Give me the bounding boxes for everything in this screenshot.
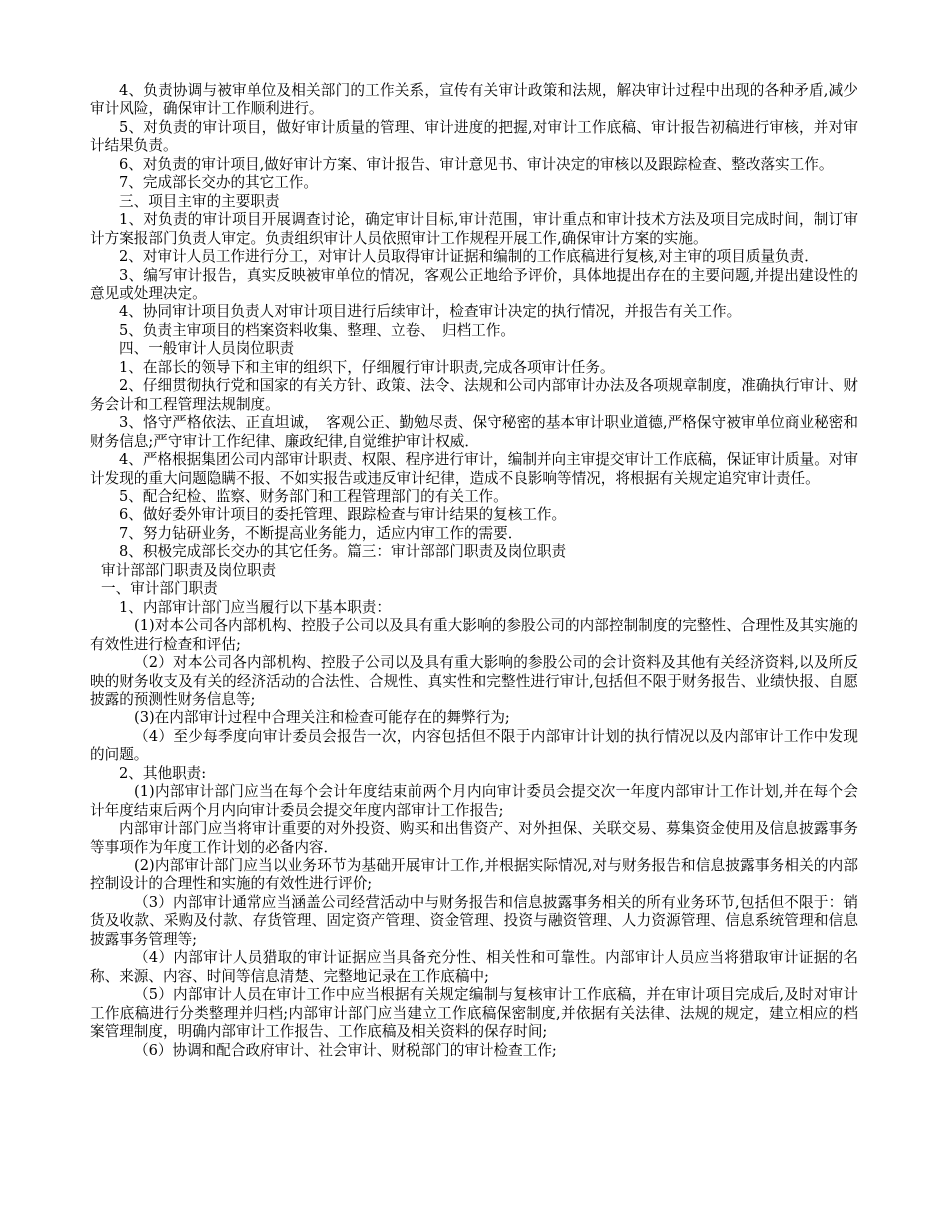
paragraph: 2、仔细贯彻执行党和国家的有关方针、政策、法令、法规和公司内部审计办法及各项规章制度，准确执行审计、财务会计和工程管理法规制度。 xyxy=(90,377,858,413)
paragraph: 7、努力钻研业务，不断提高业务能力，适应内审工作的需要． xyxy=(119,524,523,542)
section-heading: 三、项目主审的主要职责 xyxy=(119,192,280,210)
paragraph: 6、做好委外审计项目的委托管理、跟踪检查与审计结果的复核工作。 xyxy=(119,506,567,524)
paragraph: 6、对负责的审计项目,做好审计方案、审计报告、审计意见书、审计决定的审核以及跟踪检查、整改落实工作。 xyxy=(119,155,834,173)
paragraph: 4、协同审计项目负责人对审计项目进行后续审计，检查审计决定的执行情况，并报告有关工作。 xyxy=(119,303,742,321)
paragraph: (3)在内部审计过程中合理关注和检查可能存在的舞弊行为; xyxy=(134,709,510,727)
paragraph: 2、其他职责: xyxy=(119,764,207,782)
paragraph: 7、完成部长交办的其它工作。 xyxy=(119,174,319,192)
paragraph: 5、配合纪检、监察、财务部门和工程管理部门的有关工作。 xyxy=(119,487,508,505)
paragraph: 1、对负责的审计项目开展调查讨论，确定审计目标,审计范围，审计重点和审计技术方法及项目完成时间，制订审计方案报部门负责人审定。负责组织审计人员依照审计工作规程开展工作,确保审计方案的实施。 xyxy=(90,211,858,247)
paragraph: (1)内部审计部门应当在每个会计年度结束前两个月内向审计委员会提交次一年度内部审计工作计划,并在每个会计年度结束后两个月内向审计委员会提交年度内部审计工作报告; xyxy=(90,783,858,819)
paragraph: 4、严格根据集团公司内部审计职责、权限、程序进行审计，编制并向主审提交审计工作底稿，保证审计质量。对审计发现的重大问题隐瞒不报、不如实报告或违反审计纪律，造成不良影响等情况，将根据有关规定追究审计责任。 xyxy=(90,451,858,487)
paragraph: 1、内部审计部门应当履行以下基本职责： xyxy=(119,598,391,616)
paragraph: （5）内部审计人员在审计工作中应当根据有关规定编制与复核审计工作底稿，并在审计项目完成后,及时对审计工作底稿进行分类整理并归档;内部审计部门应当建立工作底稿保密制度,并依据有关法律、法规的规定，建立相应的档案管理制度，明确内部审计工作报告、工作底稿及相关资料的保存时间; xyxy=(90,986,858,1041)
paragraph: (2)内部审计部门应当以业务环节为基础开展审计工作,并根据实际情况,对与财务报告和信息披露事务相关的内部控制设计的合理性和实施的有效性进行评价; xyxy=(90,857,858,893)
paragraph: 3、编写审计报告，真实反映被审单位的情况，客观公正地给予评价，具体地提出存在的主要问题,并提出建设性的意见或处理决定。 xyxy=(90,266,858,302)
paragraph: 4、负责协调与被审单位及相关部门的工作关系，宣传有关审计政策和法规，解决审计过程中出现的各种矛盾,减少审计风险，确保审计工作顺利进行。 xyxy=(90,82,858,118)
paragraph: （2）对本公司各内部机构、控股子公司以及具有重大影响的参股公司的会计资料及其他有关经济资料,以及所反映的财务收支及有关的经济活动的合法性、合规性、真实性和完整性进行审计,包括但不限于财务报告、业绩快报、自愿披露的预测性财务信息等; xyxy=(90,654,858,708)
paragraph: （3）内部审计通常应当涵盖公司经营活动中与财务报告和信息披露事务相关的所有业务环节,包括但不限于：销货及收款、采购及付款、存货管理、固定资产管理、资金管理、投资与融资管理、人力资源管理、信息系统管理和信息披露事务管理等; xyxy=(90,893,858,948)
paragraph: 内部审计部门应当将审计重要的对外投资、购买和出售资产、对外担保、关联交易、募集资金使用及信息披露事务等事项作为年度工作计划的必备内容． xyxy=(90,820,858,856)
paragraph: 1、在部长的领导下和主审的组织下，仔细履行审计职责,完成各项审计任务。 xyxy=(119,358,615,376)
paragraph: （4）至少每季度向审计委员会报告一次，内容包括但不限于内部审计计划的执行情况以及内部审计工作中发现的问题。 xyxy=(90,727,858,764)
paragraph: 8、积极完成部长交办的其它任务。篇三：审计部部门职责及岗位职责 xyxy=(119,543,567,561)
document-title: 审计部部门职责及岗位职责 xyxy=(101,561,277,579)
paragraph: 2、对审计人员工作进行分工，对审计人员取得审计证据和编制的工作底稿进行复核,对主审的项目质量负责． xyxy=(119,248,819,266)
section-heading: 一、审计部门职责 xyxy=(101,580,218,598)
paragraph: (1)对本公司各内部机构、控股子公司以及具有重大影响的参股公司的内部控制制度的完整性、合理性及其实施的有效性进行检查和评估; xyxy=(90,617,858,653)
paragraph: （6）协调和配合政府审计、社会审计、财税部门的审计检查工作; xyxy=(134,1041,557,1059)
paragraph: 3、恪守严格依法、正直坦诚， 客观公正、勤勉尽责、保守秘密的基本审计职业道德,严格保守被审单位商业秘密和财务信息;严守审计工作纪律、廉政纪律,自觉维护审计权威． xyxy=(90,414,858,450)
paragraph: （4）内部审计人员猎取的审计证据应当具备充分性、相关性和可靠性。内部审计人员应当将猎取审计证据的名称、来源、内容、时间等信息清楚、完整地记录在工作底稿中; xyxy=(90,949,858,985)
paragraph: 5、对负责的审计项目，做好审计质量的管理、审计进度的把握,对审计工作底稿、审计报告初稿进行审核，并对审计结果负责。 xyxy=(90,118,858,155)
section-heading: 四、一般审计人员岗位职责 xyxy=(119,340,295,358)
paragraph: 5、负责主审项目的档案资料收集、整理、立卷、 归档工作。 xyxy=(119,321,516,339)
